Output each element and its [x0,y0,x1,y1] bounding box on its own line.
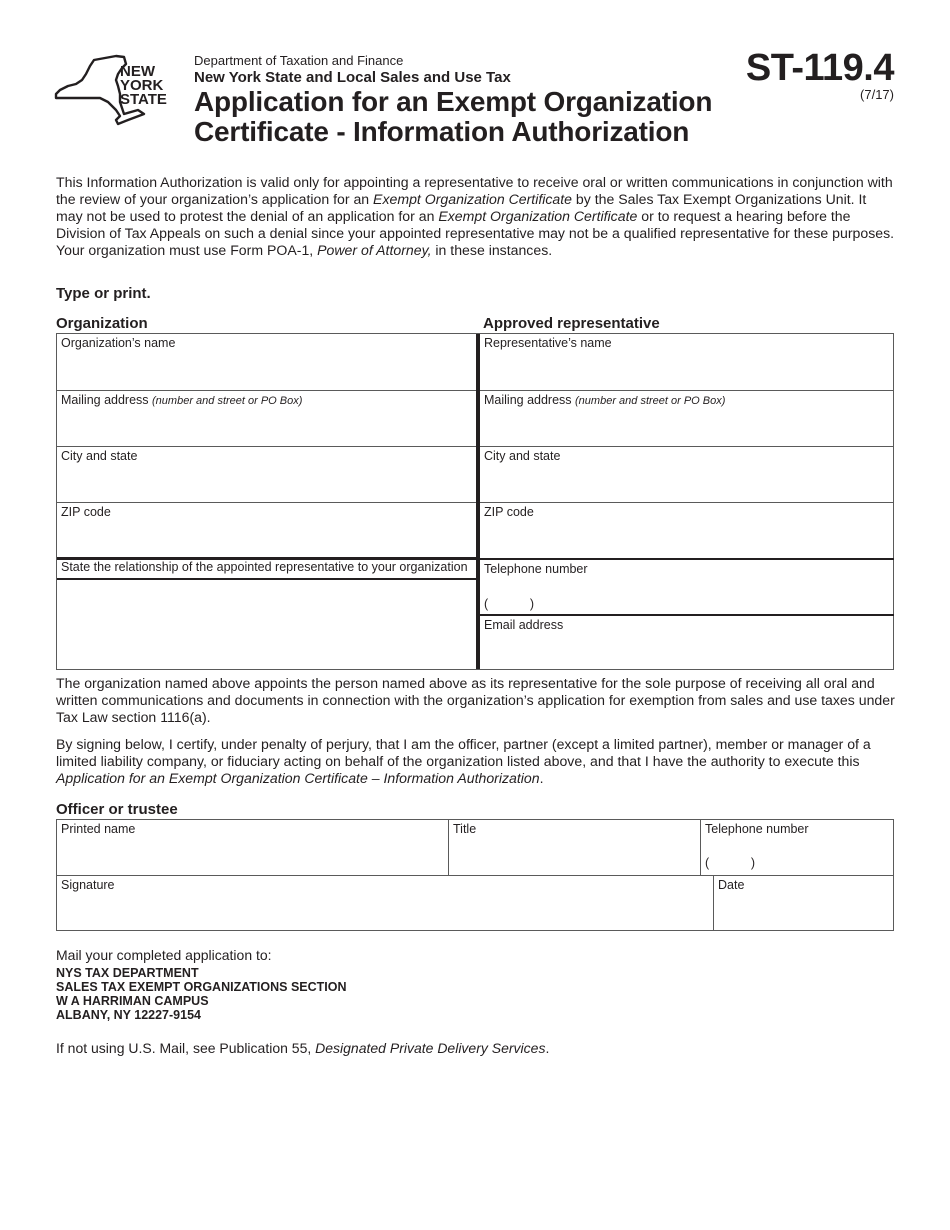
officer-telephone-label: Telephone number [705,822,809,836]
rep-name-input[interactable] [480,354,893,388]
delivery-note-italic: Designated Private Delivery Services [315,1040,546,1056]
logo-text-york: YORK [120,77,164,94]
representative-heading: Approved representative [483,315,660,332]
date-input[interactable] [714,896,892,929]
delivery-note-end: . [545,1040,550,1056]
date-label: Date [718,878,745,892]
org-name-cell [57,334,476,390]
logo-text-new: NEW [120,63,155,80]
department-name: Department of Taxation and Finance [194,53,404,68]
logo-text-state: STATE [120,91,167,108]
org-city-state-input[interactable] [57,467,476,501]
rep-mailing-hint: (number and street or PO Box) [575,395,726,407]
rep-name-label: Representative’s name [484,336,612,350]
intro-text: in these instances. [431,242,553,258]
org-name-input[interactable] [57,354,476,388]
certification-text: By signing below, I certify, under penalty of perjury, that I am the officer, partner (except a limited partner), member or manager of a limited liability company, or fiduciary acting on behalf of the organization listed above, and that I have the authority to execute this [56,736,871,769]
rep-mailing-label [484,393,725,407]
org-mailing-label [61,393,302,407]
intro-italic: Exempt Organization Certificate [373,191,573,207]
rep-telephone-cell [480,560,894,614]
signature-label: Signature [61,878,115,892]
private-delivery-note [56,1040,549,1056]
intro-italic: Exempt Organization Certificate [438,208,638,224]
rep-mailing-cell [480,391,894,446]
nys-logo [54,54,172,126]
date-cell [714,876,893,930]
printed-name-input[interactable] [57,840,447,874]
rep-area-code-parens: ( ) [484,597,534,611]
address-line: SALES TAX EXEMPT ORGANIZATIONS SECTION [56,980,347,994]
officer-telephone-input[interactable] [771,854,891,872]
org-zip-label: ZIP code [61,505,111,519]
rep-mailing-label-text: Mailing address [484,393,576,407]
officer-telephone-cell [701,820,893,875]
address-line: NYS TAX DEPARTMENT [56,966,199,980]
appointment-paragraph: The organization named above appoints the person named above as its representative for the sole purpose of receiving all oral and written communications and documents in connection with the organization’s application for exemption from sales and use taxes under Tax Law section 1116(a). [56,675,895,725]
form-title-line-2: Certificate - Information Authorization [194,116,690,147]
rep-email-input[interactable] [480,636,893,668]
address-line: ALBANY, NY 12227-9154 [56,1008,201,1022]
divider [57,578,476,580]
signature-input[interactable] [57,896,712,929]
new-york-state-outline-icon [54,54,172,126]
intro-text: or to request a hearing before the Division of Tax Appeals on such a denial since your appointed representative may not be a qualified representative for these purposes. Your organization must use Form POA-1, [56,208,895,258]
org-name-label: Organization’s name [61,336,176,350]
organization-heading: Organization [56,315,148,332]
org-mailing-cell [57,391,476,446]
org-city-state-cell [57,447,476,502]
signature-cell [57,876,713,930]
relationship-label: State the relationship of the appointed representative to your organization [61,560,468,574]
rep-city-state-label: City and state [484,449,561,463]
form-title [194,87,712,147]
certification-end: . [539,770,544,786]
officer-heading: Officer or trustee [56,801,178,818]
rep-email-cell [480,616,894,669]
rep-zip-input[interactable] [480,523,893,557]
title-label: Title [453,822,477,836]
org-city-state-label: City and state [61,449,138,463]
rep-mailing-input[interactable] [480,411,893,445]
relationship-input[interactable] [57,581,476,669]
form-subtitle: New York State and Local Sales and Use Tax [194,69,511,86]
intro-paragraph [56,174,896,259]
form-title-line-1: Application for an Exempt Organization [194,86,713,117]
rep-zip-label: ZIP code [484,505,534,519]
address-line: W A HARRIMAN CAMPUS [56,994,209,1008]
certification-paragraph [56,736,896,787]
org-mailing-input[interactable] [57,411,476,445]
printed-name-cell [57,820,448,875]
rep-city-state-input[interactable] [480,467,893,501]
intro-text: This Information Authorization is valid only for appointing a representative to receive oral or written communications in conjunction with the review of your organization’s application for an [56,174,893,207]
mailing-address [56,966,347,1022]
certification-italic: Application for an Exempt Organization Certificate – Information Authorization [56,770,540,786]
intro-italic: Power of Attorney, [317,242,432,258]
rep-telephone-input[interactable] [550,594,890,612]
relationship-label-cell [57,560,476,577]
form-revision-date: (7/17) [860,87,894,102]
delivery-note-text: If not using U.S. Mail, see Publication 55, [56,1040,316,1056]
type-or-print-instruction: Type or print. [56,285,151,302]
rep-zip-cell [480,503,894,558]
form-number: ST-119.4 [745,47,894,89]
officer-form [56,819,894,931]
title-input[interactable] [449,840,699,874]
org-zip-cell [57,503,476,557]
title-cell [449,820,700,875]
org-mailing-label-text: Mailing address [61,393,153,407]
org-mailing-hint: (number and street or PO Box) [152,395,303,407]
rep-name-cell [480,334,894,390]
org-zip-input[interactable] [57,523,476,555]
printed-name-label: Printed name [61,822,136,836]
rep-telephone-label: Telephone number [484,562,588,576]
rep-email-label: Email address [484,618,564,632]
mail-instruction: Mail your completed application to: [56,947,272,963]
intro-text: by the Sales Tax Exempt Organizations Unit. It may not be used to protest the denial of an application for an [56,191,867,224]
organization-representative-form [56,333,894,670]
rep-city-state-cell [480,447,894,502]
officer-area-code-parens: ( ) [705,856,755,870]
